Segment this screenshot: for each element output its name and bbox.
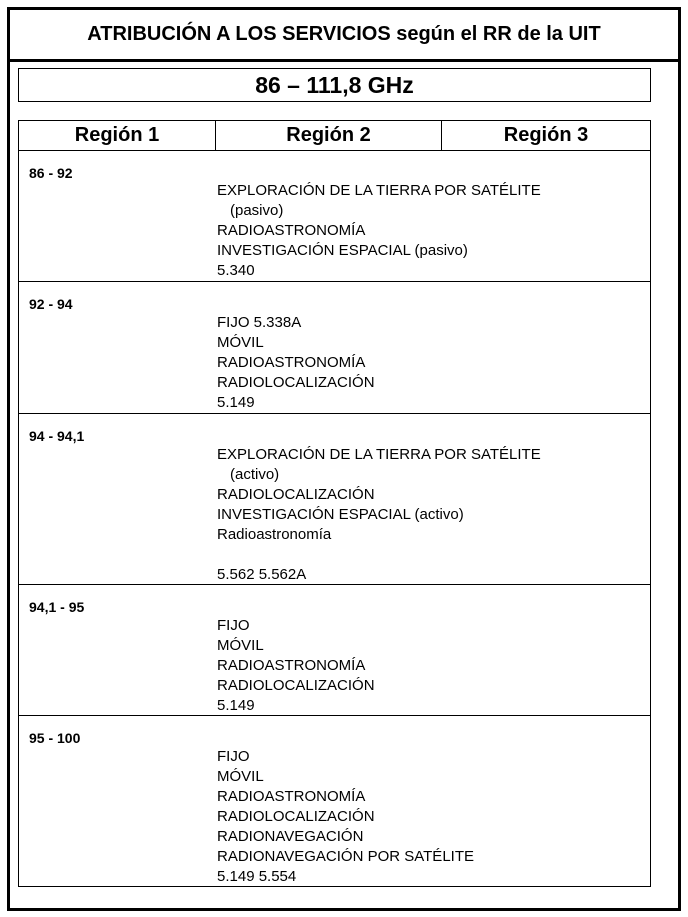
frequency-range: 92 - 94 — [29, 296, 73, 312]
frequency-range: 86 - 92 — [29, 165, 73, 181]
service-line: (activo) — [230, 466, 280, 483]
page-title: ATRIBUCIÓN A LOS SERVICIOS según el RR de la UIT — [10, 10, 678, 62]
table-row — [19, 282, 650, 414]
service-list — [217, 313, 375, 413]
service-line: MÓVIL — [217, 334, 264, 351]
table-row — [19, 151, 650, 282]
footnote-ref: 5.149 5.554 — [217, 868, 297, 885]
service-line: RADIOLOCALIZACIÓN — [217, 677, 375, 694]
service-line: FIJO — [217, 748, 250, 765]
service-line: MÓVIL — [217, 768, 264, 785]
service-line: Radioastronomía — [217, 526, 332, 543]
service-line: RADIOASTRONOMÍA — [217, 354, 366, 371]
allocation-table — [18, 120, 651, 887]
service-list — [217, 181, 541, 281]
table-row — [19, 585, 650, 716]
service-line: RADIONAVEGACIÓN — [217, 828, 364, 845]
frequency-range: 94,1 - 95 — [29, 599, 85, 615]
frequency-range: 94 - 94,1 — [29, 428, 85, 444]
service-line: RADIOLOCALIZACIÓN — [217, 374, 375, 391]
footnote-ref: 5.149 — [217, 697, 255, 714]
service-line: EXPLORACIÓN DE LA TIERRA POR SATÉLITE — [217, 182, 541, 199]
footnote-ref: 5.340 — [217, 262, 255, 279]
table-header — [19, 121, 650, 151]
table-row — [19, 716, 650, 887]
service-line: RADIOASTRONOMÍA — [217, 788, 366, 805]
service-line: RADIOLOCALIZACIÓN — [217, 808, 375, 825]
service-line: INVESTIGACIÓN ESPACIAL (pasivo) — [217, 242, 468, 259]
table-row — [19, 414, 650, 585]
service-line: MÓVIL — [217, 637, 264, 654]
service-line: EXPLORACIÓN DE LA TIERRA POR SATÉLITE — [217, 446, 541, 463]
frequency-band-title: 86 – 111,8 GHz — [18, 68, 651, 102]
footnote-ref: 5.562 5.562A — [217, 566, 307, 583]
service-line: RADIOASTRONOMÍA — [217, 222, 366, 239]
footnote-ref: 5.149 — [217, 394, 255, 411]
header-region-2: Región 2 — [216, 121, 442, 150]
service-line: RADIONAVEGACIÓN POR SATÉLITE — [217, 848, 474, 865]
header-region-1: Región 1 — [19, 121, 216, 150]
blank-line — [217, 545, 541, 565]
service-line: FIJO — [217, 617, 250, 634]
service-line: INVESTIGACIÓN ESPACIAL (activo) — [217, 506, 464, 523]
frequency-range: 95 - 100 — [29, 730, 81, 746]
service-line: (pasivo) — [230, 202, 284, 219]
service-list — [217, 616, 375, 716]
service-list — [217, 445, 541, 585]
header-region-3: Región 3 — [503, 124, 589, 146]
service-line: RADIOLOCALIZACIÓN — [217, 486, 375, 503]
service-list — [217, 747, 474, 887]
service-line: FIJO 5.338A — [217, 314, 302, 331]
service-line: RADIOASTRONOMÍA — [217, 657, 366, 674]
